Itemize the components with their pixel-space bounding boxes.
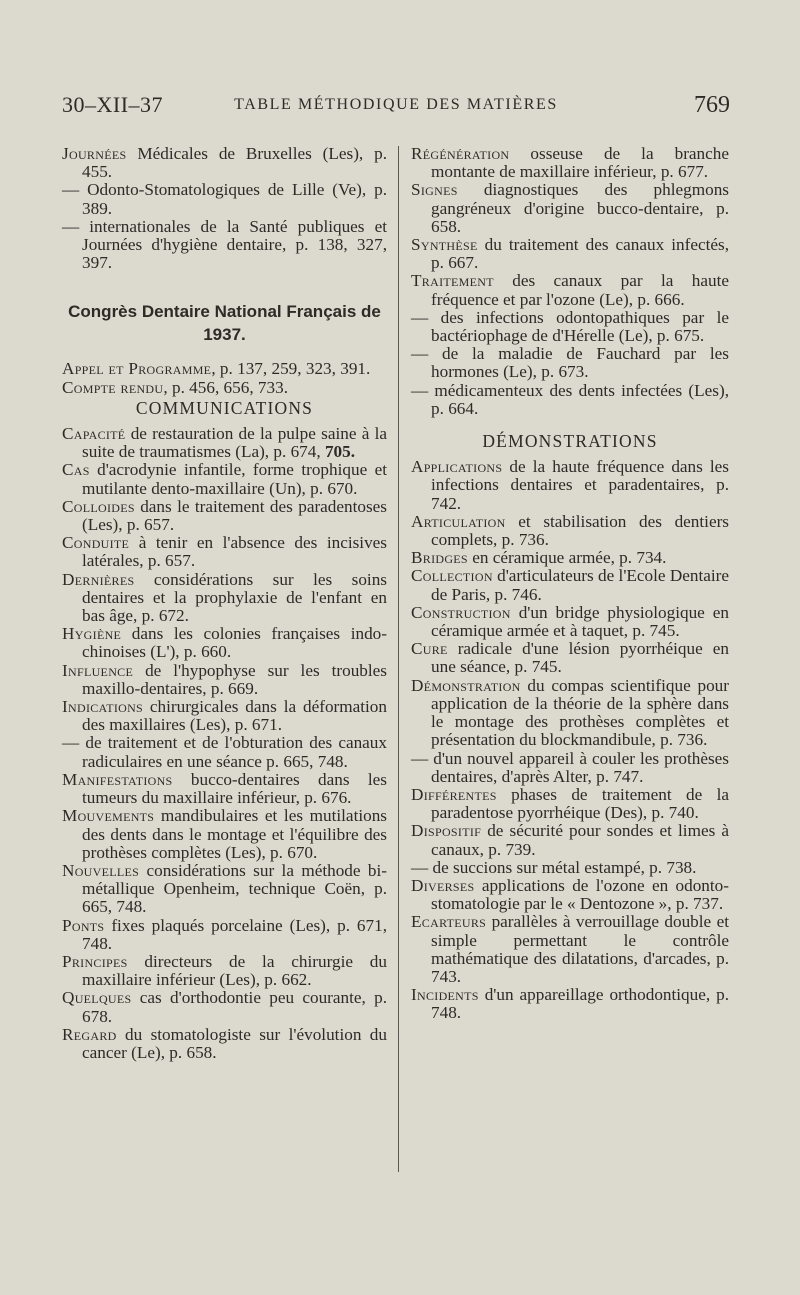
entry-text: d'un appareillage orthodontique, p. 748. [431, 985, 729, 1023]
index-entry [411, 549, 729, 567]
entry-text: à tenir en l'absence des incisives latérales, p. 657. [82, 533, 387, 571]
journees-entries [62, 145, 387, 272]
entry-text: considérations sur les soins dentaires et la prophylaxie de l'enfant en bas âge, p. 672. [82, 569, 387, 626]
entry-keyword: Signes [411, 180, 458, 200]
index-entry [411, 309, 729, 345]
index-entry [411, 236, 729, 272]
index-entry [62, 862, 387, 917]
index-entry [62, 571, 387, 626]
entry-text: de la haute fréquence dans les infections dentaires et paradentaires, p. 742. [431, 457, 729, 513]
entry-keyword: Dernières [62, 569, 135, 589]
entry-keyword: Journées [62, 144, 127, 163]
entry-keyword: Hygiène [62, 624, 122, 644]
communications-list [62, 425, 387, 1062]
index-entry [411, 604, 729, 640]
entry-text: des canaux par la haute fréquence et par l'ozone (Le), p. 666. [431, 271, 729, 309]
entry-text: applications de l'ozone en odonto-stomatologie par le « Dentozone », p. 737. [431, 875, 729, 914]
index-entry [411, 382, 729, 418]
entry-keyword: Regard [62, 1024, 117, 1044]
entry-keyword: Quelques [62, 988, 132, 1008]
entry-keyword: Appel et Programme [62, 359, 212, 379]
index-entry [411, 272, 729, 308]
index-entry [62, 625, 387, 661]
entry-keyword: Colloides [62, 496, 135, 516]
entry-keyword: Incidents [411, 985, 479, 1005]
index-entry [62, 917, 387, 953]
entry-keyword: Synthèse [411, 235, 478, 255]
index-entry [411, 677, 729, 750]
entry-text: directeurs de la chirurgie du maxillaire inférieur (Les), p. 662. [82, 951, 387, 990]
entry-text: — d'un nouvel appareil à couler les prothèses dentaires, d'après Alter, p. 747. [411, 748, 729, 786]
index-entry [411, 458, 729, 513]
index-entry [62, 953, 387, 989]
communications-heading: COMMUNICATIONS [135, 397, 314, 418]
page-header [62, 92, 730, 126]
entry-keyword: Bridges [411, 548, 468, 568]
entry-text: — Odonto-Stomatologiques de Lille (Ve), p. 389. [62, 180, 387, 218]
entry-text: considérations sur la méthode bi-métallique Openheim, technique Coën, p. 665, 748. [82, 860, 387, 917]
entry-text: — de succions sur métal estampé, p. 738. [411, 857, 697, 877]
entry-text: chirurgicales dans la déformation des maxillaires (Les), p. 671. [82, 697, 387, 735]
index-entry [411, 986, 729, 1022]
congres-entries [62, 360, 387, 396]
index-entry [411, 181, 729, 236]
entry-keyword: Nouvelles [62, 860, 140, 880]
entry-text: de sécurité pour sondes et limes à canaux, p. 739. [431, 821, 729, 859]
index-entry [62, 181, 387, 217]
index-entry [62, 989, 387, 1025]
entry-text: — de traitement et de l'obturation des canaux radiculaires en une séance p. 665, 748. [62, 733, 387, 771]
entry-keyword: Compte rendu [62, 377, 164, 397]
index-entry [62, 461, 387, 497]
index-entry [411, 567, 729, 603]
header-title: TABLE MÉTHODIQUE DES MATIÈRES [234, 96, 558, 113]
index-entry [62, 771, 387, 807]
entry-text: fixes plaqués porcelaine (Les), p. 671, 748. [82, 915, 387, 953]
entry-text: d'un bridge physiologique en céramique armée et à taquet, p. 745. [431, 602, 729, 641]
entry-text: d'acrodynie infantile, forme trophique et mutilante dento-maxillaire (Un), p. 670. [82, 460, 387, 498]
entry-keyword: Différentes [411, 784, 497, 804]
entry-page-bold: 705. [324, 442, 356, 462]
index-entry [62, 1026, 387, 1062]
entry-text: radicale d'une lésion pyorrhéique en une séance, p. 745. [431, 639, 729, 677]
entry-text: et stabilisation des dentiers complets, p. 736. [431, 511, 729, 550]
index-entry [411, 750, 729, 786]
entry-text: bucco-dentaires dans les tumeurs du maxillaire inférieur, p. 676. [82, 769, 387, 808]
entry-keyword: Cas [62, 460, 90, 480]
entry-keyword: Ponts [62, 915, 105, 935]
index-entry [62, 360, 387, 378]
entry-keyword: Applications [411, 457, 503, 477]
entry-text: diagnostiques des phlegmons gangréneux d'origine bucco-dentaire, p. 658. [431, 180, 729, 236]
index-entry [411, 859, 729, 877]
index-entry [411, 822, 729, 858]
index-entry [411, 345, 729, 381]
demonstrations-list [411, 458, 729, 1022]
entry-text: , p. 456, 656, 733. [163, 377, 288, 397]
page-number: 769 [694, 92, 730, 118]
index-entry [62, 145, 387, 181]
index-entry [411, 913, 729, 986]
communications-continued [411, 145, 729, 418]
index-entry [62, 662, 387, 698]
entry-keyword: Dispositif [411, 821, 482, 841]
entry-text: dans les colonies françaises indo-chinoises (L'), p. 660. [82, 624, 387, 662]
entry-text: d'articulateurs de l'Ecole Dentaire de Paris, p. 746. [431, 566, 729, 604]
entry-text: — internationales de la Santé publiques et Journées d'hygiène dentaire, p. 138, 327, 397. [62, 216, 387, 273]
entry-text: dans le traitement des paradentoses (Les), p. 657. [82, 496, 387, 535]
header-date: 30–XII–37 [62, 92, 164, 117]
entry-keyword: Indications [62, 697, 144, 717]
entry-text: Médicales de Bruxelles (Les), p. 455. [82, 144, 387, 182]
entry-keyword: Ecarteurs [411, 912, 487, 932]
congres-title: Congrès Dentaire National Français de 1937. [68, 302, 381, 345]
index-entry [411, 786, 729, 822]
index-entry [62, 379, 387, 397]
entry-keyword: Capacité [62, 424, 126, 444]
index-entry [411, 877, 729, 913]
entry-text: du compas scientifique pour application de la théorie de la sphère dans le montage des prothèses complètes et présentation du blockmandibule, p. 736. [431, 675, 729, 750]
entry-text: de restauration de la pulpe saine à la suite de traumatismes (La), p. 674, [82, 424, 387, 462]
index-entry [62, 534, 387, 570]
entry-text: phases de traitement de la paradentose pyorrhéique (Des), p. 740. [431, 784, 729, 823]
index-entry [411, 145, 729, 181]
index-entry [62, 425, 387, 461]
entry-text: du traitement des canaux infectés, p. 667. [431, 235, 729, 273]
column-divider [398, 146, 399, 1172]
entry-keyword: Cure [411, 639, 448, 659]
entry-keyword: Manifestations [62, 769, 173, 789]
entry-text: osseuse de la branche montante de maxillaire inférieur, p. 677. [431, 144, 729, 182]
entry-keyword: Conduite [62, 533, 130, 553]
index-entry [411, 513, 729, 549]
index-entry [411, 640, 729, 676]
entry-text: en céramique armée, p. 734. [467, 548, 667, 568]
entry-keyword: Démonstration [411, 675, 521, 695]
entry-keyword: Articulation [411, 511, 506, 531]
index-entry [62, 807, 387, 862]
left-column [62, 145, 387, 1062]
entry-keyword: Collection [411, 566, 493, 586]
entry-text: parallèles à verrouillage double et simple permettant le contrôle mathématique des dilatations, d'arcades, p. 743. [431, 912, 729, 986]
entry-keyword: Influence [62, 660, 134, 680]
entry-keyword: Mouvements [62, 806, 155, 826]
entry-text: , p. 137, 259, 323, 391. [211, 359, 371, 379]
right-column [411, 145, 729, 1023]
entry-text: — des infections odontopathiques par le bactériophage de d'Hérelle (Le), p. 675. [411, 307, 729, 346]
entry-keyword: Construction [411, 602, 511, 622]
entry-text: du stomatologiste sur l'évolution du cancer (Le), p. 658. [82, 1024, 387, 1062]
entry-keyword: Régénération [411, 144, 510, 163]
entry-text: cas d'orthodontie peu courante, p. 678. [82, 988, 387, 1026]
demonstrations-heading: DÉMONSTRATIONS [482, 431, 658, 452]
entry-keyword: Traitement [411, 271, 494, 291]
index-entry [62, 498, 387, 534]
entry-text: — de la maladie de Fauchard par les hormones (Le), p. 673. [411, 344, 729, 382]
entry-keyword: Diverses [411, 875, 475, 895]
entry-text: de l'hypophyse sur les troubles maxillo-dentaires, p. 669. [82, 660, 387, 698]
entry-text: mandibulaires et les mutilations des dents dans le montage et l'équilibre des prothèses complètes (Les), p. 670. [82, 806, 387, 862]
entry-keyword: Principes [62, 951, 128, 971]
index-entry [62, 734, 387, 770]
index-entry [62, 698, 387, 734]
entry-text: — médicamenteux des dents infectées (Les), p. 664. [411, 380, 729, 418]
index-entry [62, 218, 387, 273]
